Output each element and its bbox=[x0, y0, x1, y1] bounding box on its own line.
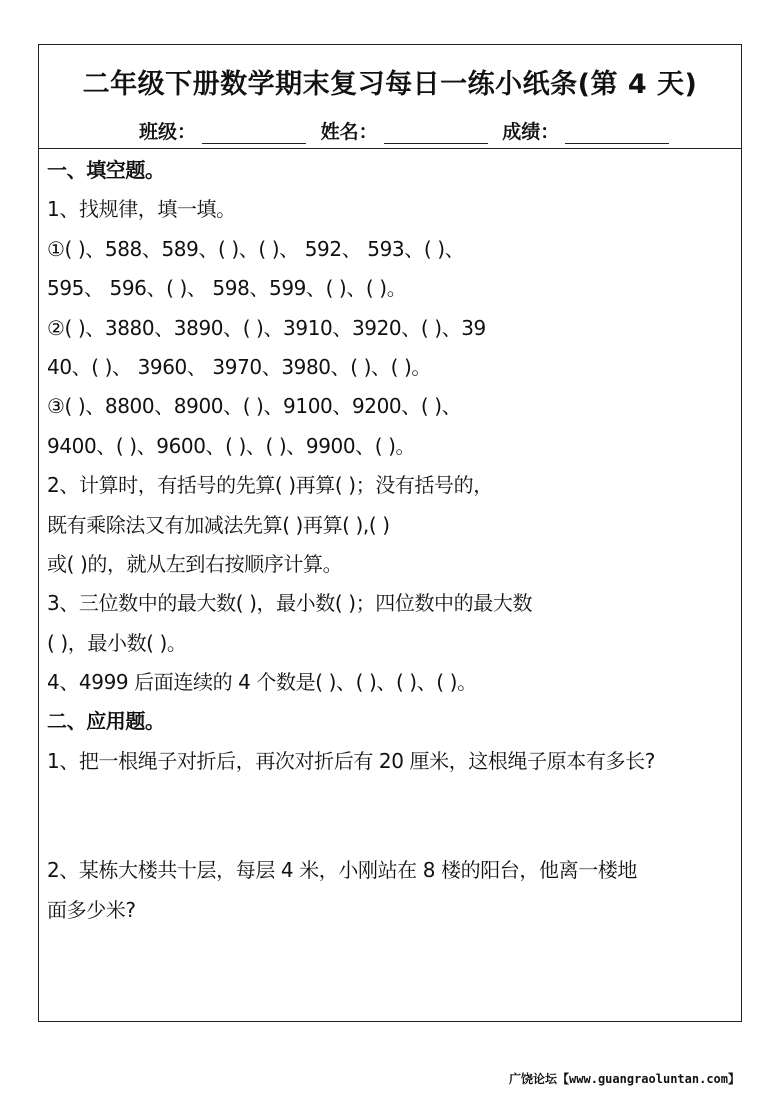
q2-line2: 既有乘除法又有加减法先算( )再算( ),( ) bbox=[47, 512, 390, 537]
word-problem-2-line2: 面多少米? bbox=[47, 897, 136, 922]
word-problem-1: 1、把一根绳子对折后，再次对折后有 20 厘米，这根绳子原本有多长? bbox=[47, 748, 655, 773]
q1-row1b: 595、 596、( )、 598、599、( )、( )。 bbox=[47, 276, 407, 301]
q1-row1a: ①( )、588、589、( )、( )、 592、 593、( )、 bbox=[47, 236, 465, 261]
name-blank[interactable] bbox=[384, 123, 488, 144]
q1-row2a: ②( )、3880、3890、( )、3910、3920、( )、39 bbox=[47, 315, 486, 340]
class-label: 班级： bbox=[139, 121, 197, 143]
class-blank[interactable] bbox=[202, 123, 306, 144]
worksheet-header bbox=[39, 45, 741, 149]
worksheet-content bbox=[47, 151, 739, 930]
q4-line1: 4、4999 后面连续的 4 个数是( )、( )、( )、( )。 bbox=[47, 670, 477, 695]
word-problem-2-line1: 2、某栋大楼共十层，每层 4 米，小刚站在 8 楼的阳台，他离一楼地 bbox=[47, 858, 638, 883]
footer-url: 【www.guangraoluntan.com】 bbox=[557, 1072, 740, 1086]
footer-site: 广饶论坛 bbox=[509, 1072, 558, 1086]
worksheet bbox=[38, 44, 742, 1022]
score-field bbox=[502, 117, 669, 144]
answer-space-1[interactable] bbox=[47, 781, 739, 851]
q1-row3a: ③( )、8800、8900、( )、9100、9200、( )、 bbox=[47, 394, 462, 419]
q1-stem: 1、找规律，填一填。 bbox=[47, 197, 236, 222]
q3-line1: 3、三位数中的最大数( )，最小数( )；四位数中的最大数 bbox=[47, 591, 533, 616]
q2-line3: 或( )的，就从左到右按顺序计算。 bbox=[47, 551, 343, 576]
name-label: 姓名： bbox=[320, 121, 378, 143]
class-field bbox=[139, 117, 306, 144]
name-field bbox=[321, 117, 488, 144]
q2-line1: 2、计算时，有括号的先算( )再算( )；没有括号的， bbox=[47, 473, 493, 498]
q1-row2b: 40、( )、 3960、 3970、3980、( )、( )。 bbox=[47, 354, 431, 379]
q1-row3b: 9400、( )、9600、( )、( )、9900、( )。 bbox=[47, 433, 416, 458]
q3-line2: ( )，最小数( )。 bbox=[47, 630, 187, 655]
footer-credit bbox=[509, 1070, 740, 1087]
page-title: 二年级下册数学期末复习每日一练小纸条(第 4 天) bbox=[82, 69, 698, 100]
section1-heading: 一、填空题。 bbox=[47, 158, 165, 182]
score-label: 成绩： bbox=[502, 121, 560, 143]
student-info-row bbox=[139, 117, 739, 144]
score-blank[interactable] bbox=[565, 123, 669, 144]
section2-heading: 二、应用题。 bbox=[47, 709, 165, 734]
